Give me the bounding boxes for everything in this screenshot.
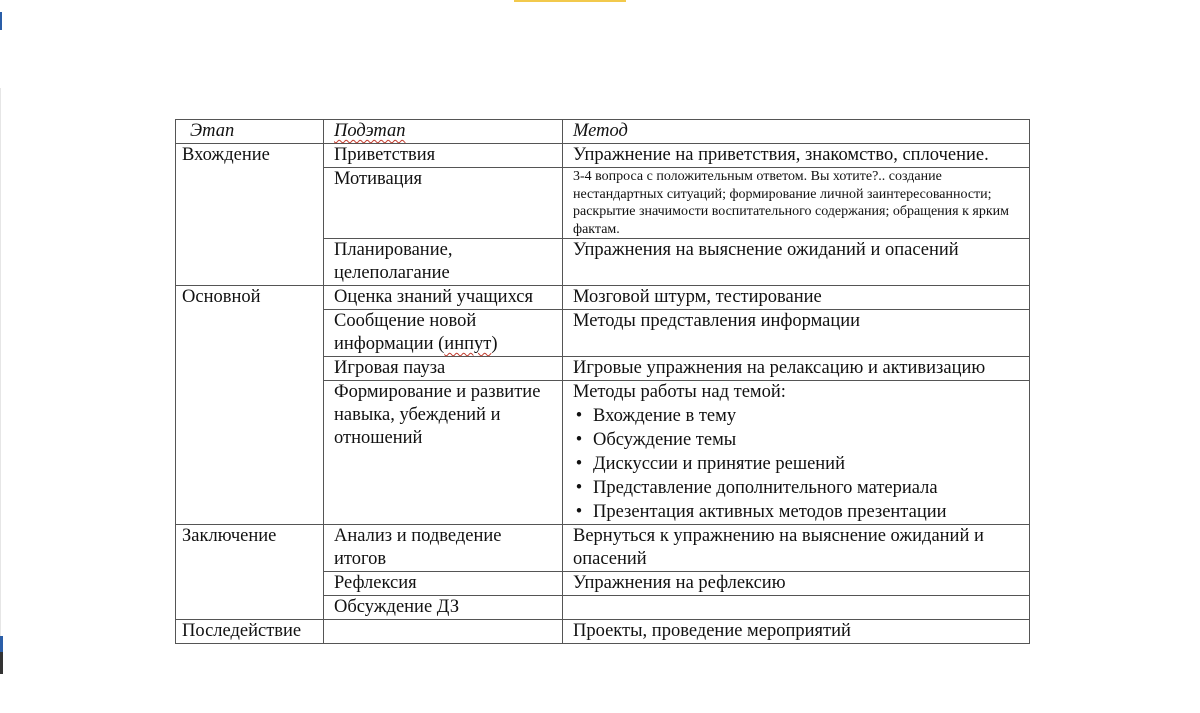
bullet-icon: • bbox=[575, 502, 583, 522]
table-row bbox=[176, 144, 1030, 168]
stage-cell: Вхождение bbox=[176, 144, 324, 168]
method-cell: Игровые упражнения на релаксацию и активизацию bbox=[563, 357, 1030, 381]
stage-cell bbox=[176, 239, 324, 286]
table-row bbox=[176, 357, 1030, 381]
stage-cell bbox=[176, 310, 324, 357]
table-row bbox=[176, 525, 1030, 572]
table-row bbox=[176, 596, 1030, 620]
substage-cell: Анализ и подведение итогов bbox=[324, 525, 563, 572]
bullet-icon: • bbox=[575, 430, 583, 450]
table-row bbox=[176, 572, 1030, 596]
table-header-row bbox=[176, 120, 1030, 144]
stage-cell bbox=[176, 381, 324, 525]
substage-text-spellcheck: инпут bbox=[444, 334, 492, 354]
left-edge-marker bbox=[0, 12, 2, 30]
list-item bbox=[573, 452, 1019, 476]
substage-cell: Обсуждение ДЗ bbox=[324, 596, 563, 620]
list-item bbox=[573, 404, 1019, 428]
left-edge-marker-bottom-dark bbox=[0, 652, 3, 674]
substage-cell: Игровая пауза bbox=[324, 357, 563, 381]
bullet-icon: • bbox=[575, 478, 583, 498]
substage-cell bbox=[324, 310, 563, 357]
table-row bbox=[176, 620, 1030, 644]
bullet-icon: • bbox=[575, 406, 583, 426]
stage-cell bbox=[176, 357, 324, 381]
method-cell: Упражнения на выяснение ожиданий и опасений bbox=[563, 239, 1030, 286]
method-cell: Методы представления информации bbox=[563, 310, 1030, 357]
method-cell: Мозговой штурм, тестирование bbox=[563, 286, 1030, 310]
list-item bbox=[573, 500, 1019, 524]
stage-cell bbox=[176, 168, 324, 239]
method-cell: Упражнения на рефлексию bbox=[563, 572, 1030, 596]
substage-text: Сообщение новой информации ( bbox=[334, 311, 477, 354]
method-cell: Вернуться к упражнению на выяснение ожиданий и опасений bbox=[563, 525, 1030, 572]
stage-cell: Заключение bbox=[176, 525, 324, 572]
substage-cell: Приветствия bbox=[324, 144, 563, 168]
stage-cell bbox=[176, 572, 324, 596]
list-item-text: Дискуссии и принятие решений bbox=[593, 454, 845, 474]
table-row bbox=[176, 381, 1030, 525]
list-item-text: Вхождение в тему bbox=[593, 406, 737, 426]
method-bullet-list bbox=[573, 404, 1019, 524]
lesson-stages-table bbox=[175, 119, 1030, 644]
table-row bbox=[176, 239, 1030, 286]
bullet-icon: • bbox=[575, 454, 583, 474]
table-row bbox=[176, 168, 1030, 239]
substage-cell bbox=[324, 620, 563, 644]
method-cell bbox=[563, 596, 1030, 620]
list-item-text: Представление дополнительного материала bbox=[593, 478, 938, 498]
substage-cell: Мотивация bbox=[324, 168, 563, 239]
list-item-text: Обсуждение темы bbox=[593, 430, 737, 450]
substage-cell: Формирование и развитие навыка, убеждений и отношений bbox=[324, 381, 563, 525]
table-row bbox=[176, 286, 1030, 310]
header-stage: Этап bbox=[176, 120, 324, 144]
method-cell: Упражнение на приветствия, знакомство, сплочение. bbox=[563, 144, 1030, 168]
header-method: Метод bbox=[563, 120, 1030, 144]
substage-cell: Рефлексия bbox=[324, 572, 563, 596]
left-edge-ruler bbox=[0, 88, 1, 648]
substage-text-end: ) bbox=[491, 334, 498, 354]
method-cell: 3-4 вопроса с положительным ответом. Вы хотите?.. создание нестандартных ситуаций; формирование личной заинтересованности; раскрытие значимости воспитательного содержания; обращения к ярким фактам. bbox=[563, 168, 1030, 239]
substage-cell: Оценка знаний учащихся bbox=[324, 286, 563, 310]
substage-cell: Планирование, целеполагание bbox=[324, 239, 563, 286]
stage-cell: Последействие bbox=[176, 620, 324, 644]
method-intro: Методы работы над темой: bbox=[573, 382, 786, 402]
list-item-text: Презентация активных методов презентации bbox=[593, 502, 947, 522]
top-accent-bar bbox=[514, 0, 626, 2]
method-cell: Проекты, проведение мероприятий bbox=[563, 620, 1030, 644]
list-item bbox=[573, 428, 1019, 452]
table-row bbox=[176, 310, 1030, 357]
method-cell bbox=[563, 381, 1030, 525]
header-substage bbox=[324, 120, 563, 144]
stage-cell bbox=[176, 596, 324, 620]
list-item bbox=[573, 476, 1019, 500]
header-substage-label: Подэтап bbox=[334, 121, 406, 141]
stage-cell: Основной bbox=[176, 286, 324, 310]
